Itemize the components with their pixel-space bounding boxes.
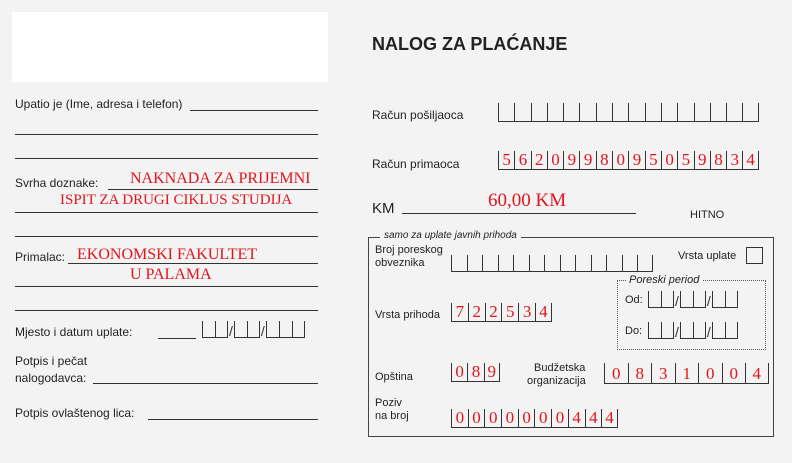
digit-value: 9 (583, 150, 593, 169)
recipient-text-line1: EKONOMSKI FAKULTET (77, 246, 257, 263)
digit-cell[interactable] (513, 255, 529, 272)
digit-cell[interactable] (645, 103, 661, 122)
digit-cell[interactable] (485, 303, 502, 322)
recipient-line-1[interactable] (68, 263, 318, 264)
digit-value: 9 (567, 150, 577, 169)
digit-cell[interactable] (563, 103, 579, 122)
municipality-boxes[interactable] (451, 363, 500, 382)
digit-cell[interactable] (529, 255, 545, 272)
digit-cell[interactable] (451, 255, 467, 272)
digit-cell[interactable] (467, 363, 483, 382)
digit-cell[interactable] (675, 363, 699, 384)
digit-cell[interactable] (575, 255, 591, 272)
digit-value: 0 (551, 150, 560, 169)
place-date-label: Mjesto i datum uplate: (15, 325, 133, 339)
digit-value: 0 (555, 408, 565, 427)
amount-label: KM (372, 200, 395, 217)
digit-value: 9 (487, 362, 496, 381)
digit-cell[interactable] (591, 255, 607, 272)
form-title: NALOG ZA PLAĆANJE (372, 34, 568, 54)
digit-cell[interactable] (604, 363, 628, 384)
digit-value: 4 (539, 302, 548, 321)
revenue-type-boxes[interactable] (451, 303, 552, 322)
digit-cell[interactable] (694, 103, 710, 122)
digit-value: 4 (605, 408, 614, 427)
digit-cell[interactable] (726, 103, 742, 122)
digit-cell[interactable] (560, 255, 576, 272)
payer-line-2[interactable] (15, 134, 318, 135)
digit-value: 0 (539, 408, 548, 427)
digit-cell[interactable] (551, 409, 568, 428)
digit-value: 8 (714, 150, 723, 169)
recipient-account-label: Račun primaoca (372, 157, 460, 171)
digit-cell[interactable] (501, 409, 518, 428)
purpose-line-2[interactable] (15, 212, 318, 213)
reference-label-1: Poziv (375, 397, 402, 409)
signature-authorized-line[interactable] (148, 419, 318, 420)
recipient-account-boxes[interactable] (498, 151, 759, 170)
tax-id-label-2: obveznika (375, 257, 425, 269)
digit-value: 6 (518, 150, 528, 169)
digit-value: 9 (632, 150, 642, 169)
signature-authorized-label: Potpis ovlaštenog lica: (15, 406, 135, 420)
digit-value: 9 (697, 150, 707, 169)
digit-cell[interactable] (585, 409, 602, 428)
digit-cell[interactable] (601, 409, 618, 428)
digit-value: 0 (616, 150, 625, 169)
sender-account-label: Račun pošiljaoca (372, 108, 464, 122)
digit-value: 0 (729, 364, 738, 383)
payer-line-1[interactable] (190, 110, 318, 111)
digit-value: 4 (589, 408, 598, 427)
digit-value: 8 (471, 362, 481, 381)
period-to-boxes[interactable]: / / (648, 322, 738, 339)
digit-value: 7 (455, 302, 465, 321)
digit-cell[interactable] (677, 151, 693, 170)
digit-cell[interactable] (745, 363, 769, 384)
recipient-text-line2: U PALAMA (130, 266, 212, 283)
digit-value: 0 (706, 364, 715, 383)
digit-cell[interactable] (531, 103, 547, 122)
digit-value: 0 (522, 408, 531, 427)
digit-value: 5 (681, 150, 691, 169)
digit-cell[interactable] (535, 303, 552, 322)
digit-cell[interactable] (628, 151, 644, 170)
digit-cell[interactable] (451, 303, 468, 322)
digit-cell[interactable] (612, 103, 628, 122)
amount-value: 60,00 KM (488, 190, 567, 211)
digit-value: 5 (502, 150, 511, 169)
digit-cell[interactable] (612, 151, 628, 170)
digit-cell[interactable] (484, 363, 500, 382)
digit-cell[interactable] (622, 255, 638, 272)
digit-cell[interactable] (544, 255, 560, 272)
digit-cell[interactable] (467, 255, 483, 272)
purpose-text-line2: ISPIT ZA DRUGI CIKLUS STUDIJA (60, 192, 293, 208)
digit-cell[interactable] (514, 151, 530, 170)
purpose-label: Svrha doznake: (15, 176, 99, 190)
digit-value: 3 (522, 302, 532, 321)
digit-cell[interactable] (637, 255, 653, 272)
payer-label: Upatio je (Ime, adresa i telefon) (15, 97, 183, 111)
digit-cell[interactable] (547, 151, 563, 170)
digit-cell[interactable] (596, 103, 612, 122)
digit-value: 0 (455, 408, 465, 427)
digit-value: 0 (665, 150, 674, 169)
digit-cell[interactable] (501, 303, 518, 322)
tax-id-label-1: Broj poreskog (375, 244, 443, 256)
digit-cell[interactable] (677, 103, 693, 122)
digit-cell[interactable] (498, 151, 514, 170)
digit-cell[interactable] (722, 363, 746, 384)
digit-cell[interactable] (563, 151, 579, 170)
digit-cell[interactable] (710, 151, 726, 170)
digit-cell[interactable] (742, 151, 758, 170)
digit-value: 0 (612, 364, 621, 383)
budget-org-label-2: organizacija (527, 375, 586, 387)
place-line[interactable] (158, 338, 196, 339)
period-from-label: Od: (625, 294, 643, 306)
digit-cell[interactable] (468, 303, 485, 322)
period-from-boxes[interactable]: / / (648, 291, 738, 308)
digit-value: 4 (572, 408, 581, 427)
digit-cell[interactable] (451, 363, 467, 382)
purpose-text-line1: NAKNADA ZA PRIJEMNI (130, 170, 311, 187)
budget-org-boxes[interactable] (604, 363, 769, 384)
digit-cell[interactable] (661, 103, 677, 122)
digit-value: 8 (635, 364, 644, 383)
digit-cell[interactable] (568, 409, 585, 428)
blank-area (12, 12, 328, 82)
digit-cell[interactable] (606, 255, 622, 272)
digit-value: 3 (659, 364, 668, 383)
digit-cell[interactable] (518, 303, 535, 322)
digit-cell[interactable] (710, 103, 726, 122)
signature-payer-label-2: nalogodavca: (15, 371, 87, 385)
municipality-label: Opština (375, 371, 413, 383)
recipient-label: Primalac: (15, 250, 66, 264)
digit-value: 3 (730, 150, 740, 169)
digit-cell[interactable] (698, 363, 722, 384)
payment-type-label: Vrsta uplate (678, 250, 737, 262)
tax-id-boxes[interactable] (451, 255, 653, 272)
digit-cell[interactable] (742, 103, 758, 122)
digit-cell[interactable] (651, 363, 675, 384)
digit-cell[interactable] (547, 103, 563, 122)
digit-cell[interactable] (534, 409, 551, 428)
payment-type-box[interactable] (746, 247, 763, 264)
digit-value: 8 (600, 150, 609, 169)
digit-cell[interactable] (498, 255, 514, 272)
sender-account-boxes[interactable] (498, 103, 759, 122)
revenue-type-label: Vrsta prihoda (375, 309, 441, 321)
digit-value: 0 (488, 408, 498, 427)
digit-cell[interactable] (484, 409, 501, 428)
digit-cell[interactable] (726, 151, 742, 170)
amount-line[interactable] (402, 213, 636, 214)
payer-line-3[interactable] (15, 158, 318, 159)
purpose-line-3[interactable] (15, 236, 318, 237)
digit-cell[interactable] (518, 409, 535, 428)
digit-cell[interactable] (451, 409, 468, 428)
signature-payer-label-1: Potpis i pečat (15, 354, 88, 368)
signature-payer-line[interactable] (93, 383, 318, 384)
reference-boxes[interactable] (451, 409, 618, 428)
recipient-line-2[interactable] (15, 286, 318, 287)
digit-cell[interactable] (661, 151, 677, 170)
digit-value: 0 (505, 408, 515, 427)
digit-value: 2 (472, 302, 481, 321)
digit-value: 5 (649, 150, 658, 169)
public-revenue-caption: samo za uplate javnih prihoda (380, 230, 521, 241)
digit-cell[interactable] (579, 103, 595, 122)
digit-cell[interactable] (645, 151, 661, 170)
digit-cell[interactable] (514, 103, 530, 122)
digit-cell[interactable] (694, 151, 710, 170)
digit-cell[interactable] (579, 151, 595, 170)
digit-cell[interactable] (498, 103, 514, 122)
budget-org-label-1: Budžetska (534, 362, 586, 374)
digit-value: 2 (534, 150, 544, 169)
digit-cell[interactable] (482, 255, 498, 272)
digit-value: 4 (752, 364, 761, 383)
digit-cell[interactable] (468, 409, 485, 428)
digit-cell[interactable] (531, 151, 547, 170)
digit-cell[interactable] (628, 363, 652, 384)
digit-value: 2 (489, 302, 498, 321)
period-to-label: Do: (625, 325, 643, 337)
digit-value: 4 (746, 150, 755, 169)
urgent-label: HITNO (690, 209, 725, 221)
digit-value: 0 (472, 408, 481, 427)
digit-value: 5 (506, 302, 515, 321)
tax-period-caption: Poreski period (626, 274, 702, 286)
digit-value: 1 (682, 364, 691, 383)
purpose-line-1[interactable] (108, 189, 318, 190)
reference-label-2: na broj (375, 410, 409, 422)
digit-cell[interactable] (596, 151, 612, 170)
digit-cell[interactable] (628, 103, 644, 122)
recipient-line-3[interactable] (15, 310, 318, 311)
digit-value: 0 (455, 362, 464, 381)
date-boxes[interactable]: / / (202, 321, 305, 338)
